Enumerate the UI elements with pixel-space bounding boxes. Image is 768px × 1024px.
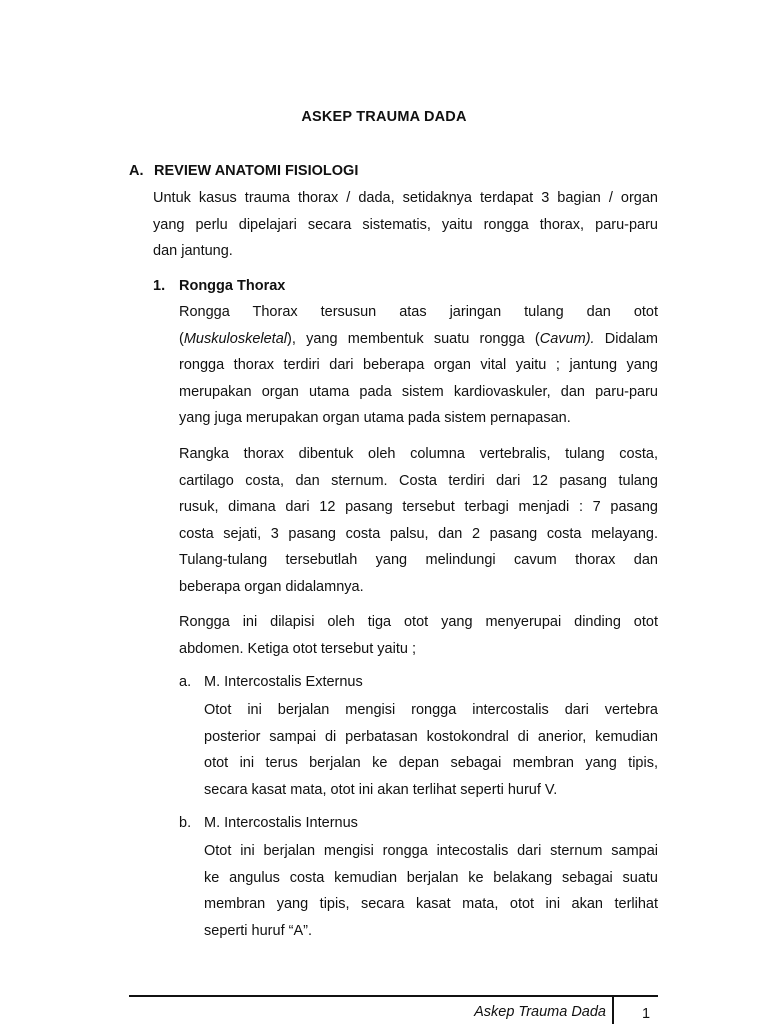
- paragraph-line: membran yang tipis, secara kasat mata, otot ini akan terlihat: [204, 896, 658, 913]
- footer-rule: [129, 995, 658, 997]
- paragraph-line: otot ini terus berjalan ke depan sebagai membran yang tipis,: [204, 755, 658, 772]
- paragraph-line: yang juga merupakan organ utama pada sistem pernapasan.: [179, 410, 571, 427]
- section-heading: [129, 163, 358, 179]
- paragraph-line: yang perlu dipelajari secara sistematis, yaitu rongga thorax, paru-paru: [153, 216, 658, 233]
- text-run: Didalam: [594, 330, 658, 347]
- document-title: ASKEP TRAUMA DADA: [301, 109, 467, 125]
- subsection-number: 1.: [153, 278, 166, 294]
- paragraph-line: Rongga Thorax tersusun atas jaringan tulang dan otot: [179, 304, 658, 320]
- paragraph-line: Rongga ini dilapisi oleh tiga otot yang menyerupai dinding otot: [179, 614, 658, 630]
- paragraph-rongga-thorax: [179, 299, 658, 432]
- paragraph-otot: [179, 609, 658, 662]
- section-title: REVIEW ANATOMI FISIOLOGI: [154, 163, 359, 179]
- paragraph-rangka-thorax: [179, 441, 658, 601]
- paragraph-line: Otot ini berjalan mengisi rongga intecostalis dari sternum sampai: [204, 843, 658, 859]
- paragraph-line: rongga thorax terdiri dari beberapa organ vital yaitu ; jantung yang: [179, 357, 658, 374]
- text-run: (: [179, 330, 184, 347]
- paragraph-line: beberapa organ didalamnya.: [179, 578, 364, 595]
- footer-divider: [612, 996, 614, 1024]
- term-cavum: Cavum).: [539, 330, 595, 347]
- list-item-paragraph-b: [204, 838, 658, 944]
- list-item-paragraph-a: [204, 697, 658, 803]
- paragraph-line: merupakan organ utama pada sistem kardiovaskuler, dan paru-paru: [179, 383, 658, 400]
- paragraph-line: Otot ini berjalan mengisi rongga intercostalis dari vertebra: [204, 702, 658, 718]
- intro-paragraph: [153, 185, 658, 265]
- paragraph-line: Untuk kasus trauma thorax / dada, setidaknya terdapat 3 bagian / organ: [153, 190, 658, 206]
- paragraph-line: posterior sampai di perbatasan kostokondral di anerior, kemudian: [204, 728, 658, 745]
- page-number: 1: [642, 1006, 651, 1022]
- subsection-title: Rongga Thorax: [179, 278, 286, 294]
- paragraph-line: Tulang-tulang tersebutlah yang melindungi cavum thorax dan: [179, 552, 658, 569]
- paragraph-line: seperti huruf “A”.: [204, 922, 312, 939]
- section-number: A.: [129, 163, 144, 179]
- term-muskuloskeletal: Muskuloskeletal: [183, 330, 288, 347]
- list-item-title: M. Intercostalis Internus: [204, 815, 358, 831]
- paragraph-line: [179, 326, 658, 353]
- list-item-heading-a: [179, 674, 363, 690]
- text-run: ), yang membentuk suatu rongga (: [287, 330, 540, 347]
- paragraph-line: abdomen. Ketiga otot tersebut yaitu ;: [179, 640, 416, 657]
- paragraph-line: cartilago costa, dan sternum. Costa terdiri dari 12 pasang tulang: [179, 472, 658, 489]
- subsection-heading: [153, 278, 285, 294]
- list-item-label: b.: [179, 815, 192, 831]
- paragraph-line: ke angulus costa kemudian berjalan ke belakang sebagai suatu: [204, 869, 658, 886]
- footer-title: Askep Trauma Dada: [474, 1004, 606, 1020]
- list-item-heading-b: [179, 815, 358, 831]
- paragraph-line: secara kasat mata, otot ini akan terlihat seperti huruf V.: [204, 781, 558, 798]
- paragraph-line: costa sejati, 3 pasang costa palsu, dan 2 pasang costa melayang.: [179, 525, 658, 542]
- paragraph-line: rusuk, dimana dari 12 pasang tersebut terbagi menjadi : 7 pasang: [179, 499, 658, 516]
- paragraph-line: dan jantung.: [153, 243, 233, 260]
- list-item-title: M. Intercostalis Externus: [204, 674, 363, 690]
- list-item-label: a.: [179, 674, 192, 690]
- paragraph-line: Rangka thorax dibentuk oleh columna vertebralis, tulang costa,: [179, 446, 658, 462]
